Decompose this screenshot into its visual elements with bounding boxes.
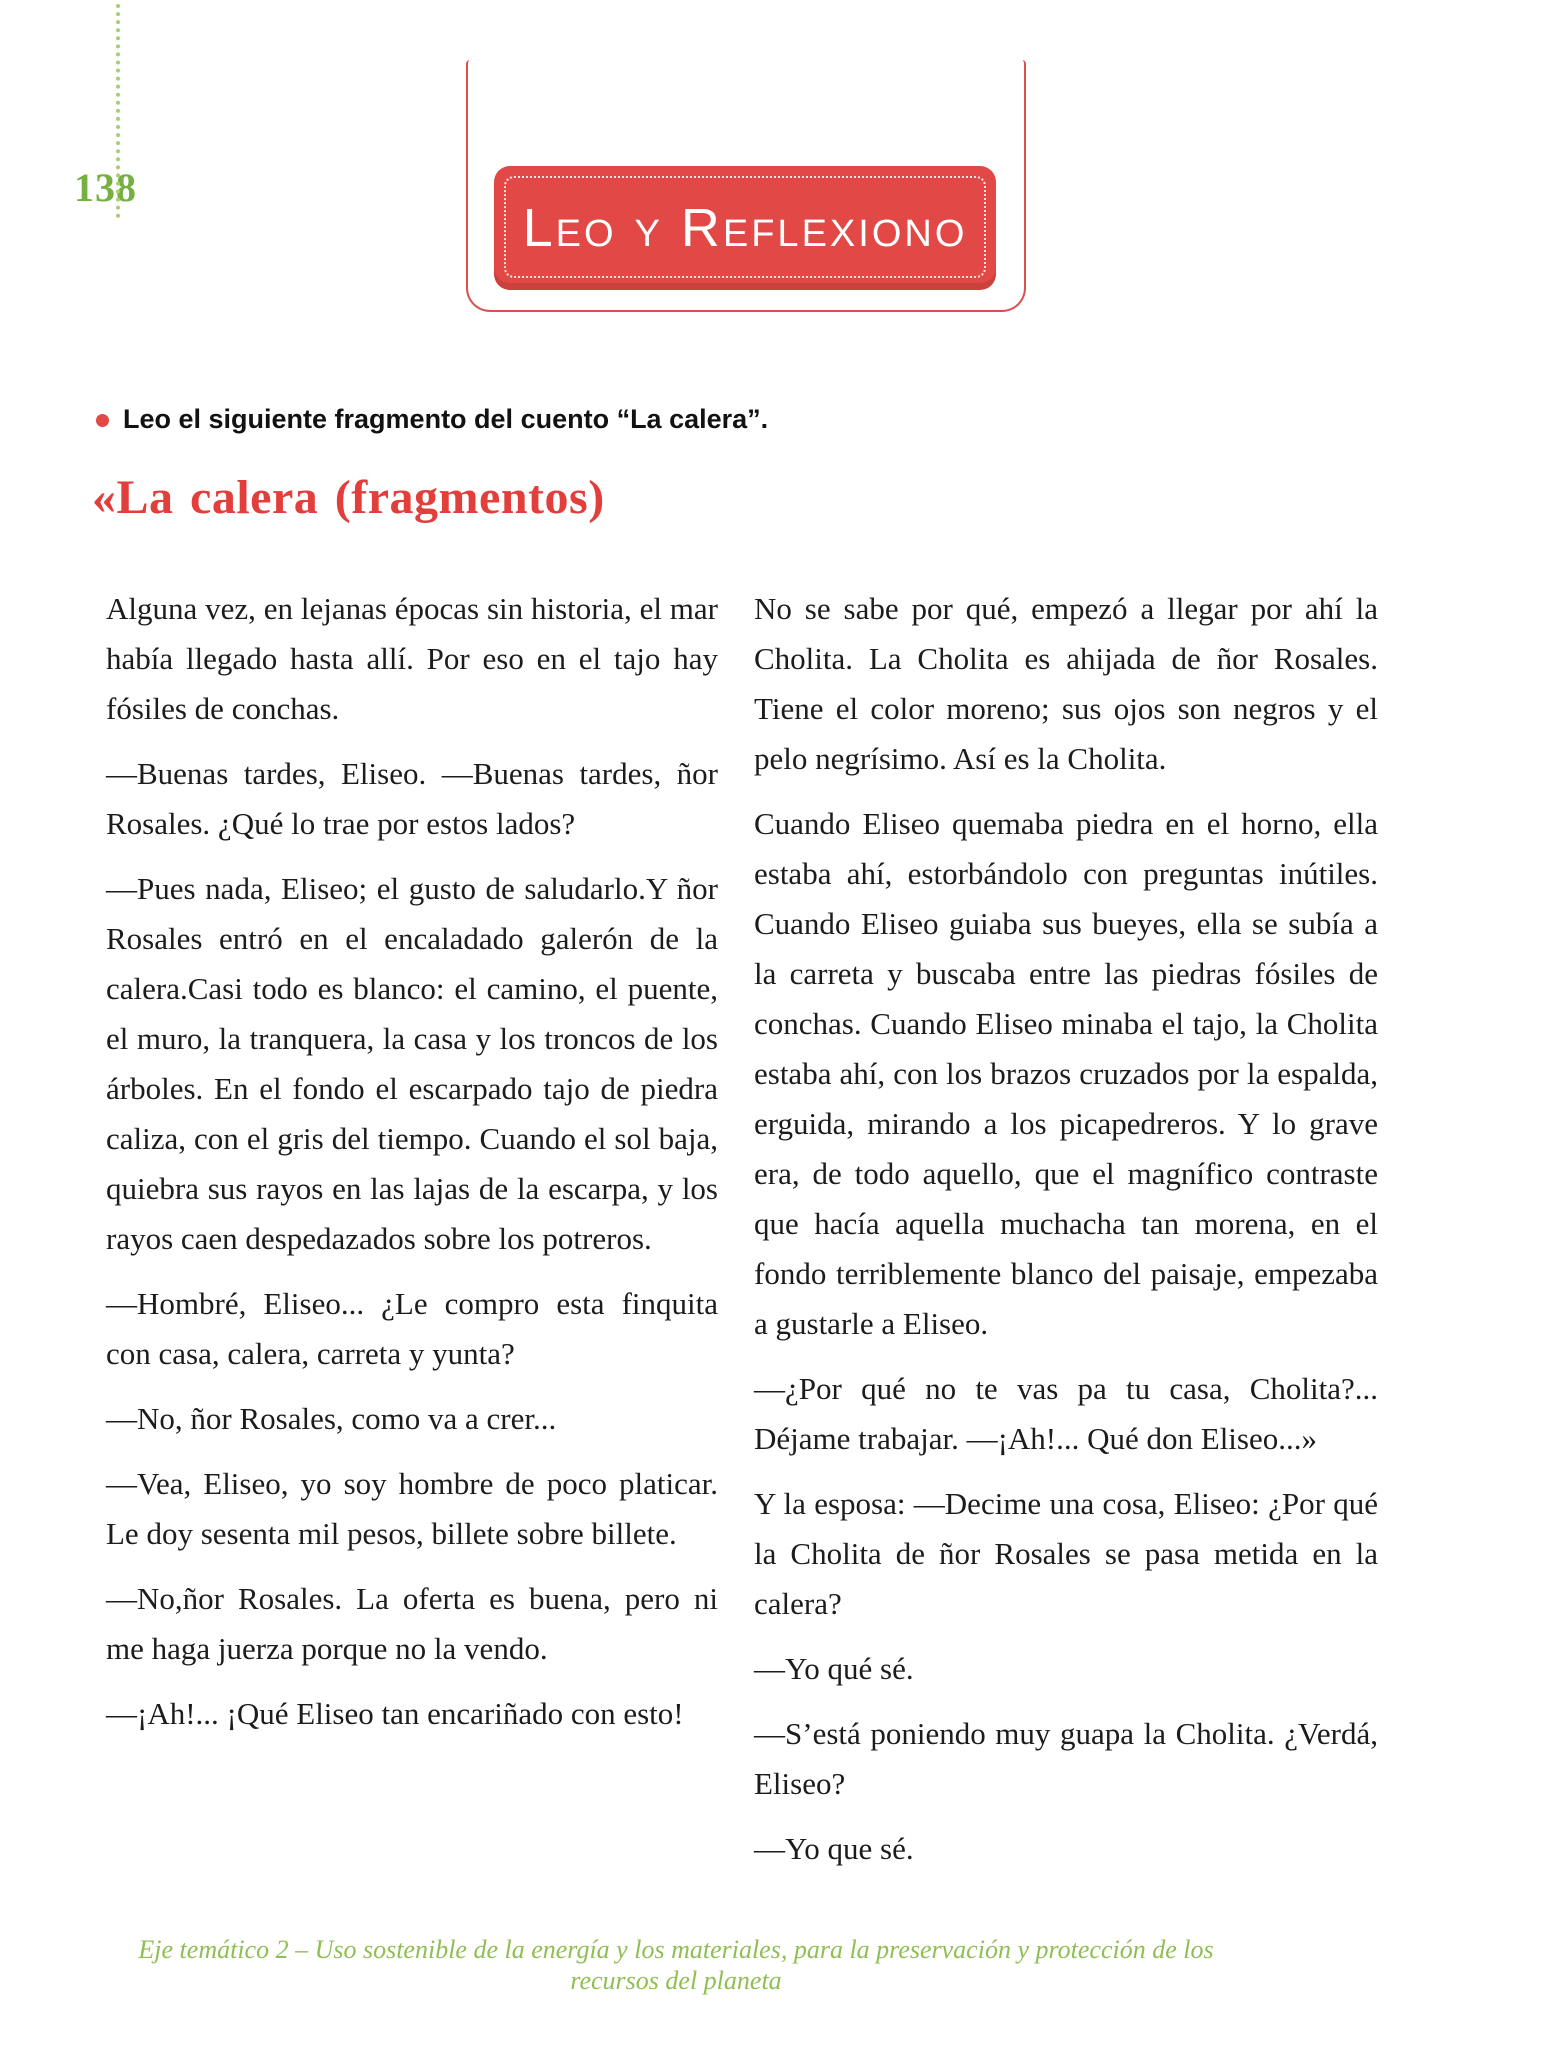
page-number: 138	[74, 165, 137, 210]
paragraph: Y la esposa: —Decime una cosa, Eliseo: ¿Por qué la Cholita de ñor Rosales se pasa metida en la calera?	[754, 1486, 1378, 1621]
paragraph: —¿Por qué no te vas pa tu casa, Cholita?... Déjame trabajar. —¡Ah!... Qué don Eliseo...»	[754, 1371, 1378, 1456]
footer-theme-line: Eje temático 2 – Uso sostenible de la energía y los materiales, para la preservación y protección de los recursos del planeta	[138, 1935, 1214, 1996]
paragraph: —No,ñor Rosales. La oferta es buena, pero ni me haga juerza porque no la vendo.	[106, 1581, 718, 1666]
paragraph: —Hombré, Eliseo... ¿Le compro esta finquita con casa, calera, carreta y yunta?	[106, 1286, 718, 1371]
banner-title: Leo y Reflexiono	[522, 198, 968, 258]
paragraph: —Buenas tardes, Eliseo. —Buenas tardes, ñor Rosales. ¿Qué lo trae por estos lados?	[106, 756, 718, 841]
leo-y-reflexiono-banner	[494, 166, 996, 290]
story-title: «La calera (fragmentos)	[92, 471, 605, 524]
paragraph: No se sabe por qué, empezó a llegar por ahí la Cholita. La Cholita es ahijada de ñor Rosales. Tiene el color moreno; sus ojos son negros y el pelo negrísimo. Así es la Cholita.	[754, 591, 1378, 776]
paragraph: —Yo que sé.	[754, 1831, 914, 1866]
instruction-line	[96, 404, 1196, 435]
paragraph: —No, ñor Rosales, como va a crer...	[106, 1401, 557, 1436]
paragraph: Alguna vez, en lejanas épocas sin historia, el mar había llegado hasta allí. Por eso en el tajo hay fósiles de conchas.	[106, 591, 718, 726]
left-column	[106, 584, 718, 1874]
right-column	[754, 584, 1378, 1874]
story-body	[106, 584, 1378, 1874]
paragraph: —¡Ah!... ¡Qué Eliseo tan encariñado con esto!	[106, 1696, 684, 1731]
paragraph: —Vea, Eliseo, yo soy hombre de poco platicar. Le doy sesenta mil pesos, billete sobre billete.	[106, 1466, 718, 1551]
paragraph: —S’está poniendo muy guapa la Cholita. ¿Verdá, Eliseo?	[754, 1716, 1378, 1801]
paragraph: —Pues nada, Eliseo; el gusto de saludarlo.Y ñor Rosales entró en el encaladado galerón de la calera.Casi todo es blanco: el camino, el puente, el muro, la tranquera, la casa y los troncos de los árboles. En el fondo el escarpado tajo de piedra caliza, con el gris del tiempo. Cuando el sol baja, quiebra sus rayos en las lajas de la escarpa, y los rayos caen despedazados sobre los potreros.	[106, 871, 718, 1256]
paragraph: —Yo qué sé.	[754, 1651, 914, 1686]
instruction-text: Leo el siguiente fragmento del cuento “La calera”.	[123, 404, 769, 434]
bullet-icon	[96, 414, 109, 427]
paragraph: Cuando Eliseo quemaba piedra en el horno, ella estaba ahí, estorbándolo con preguntas inútiles. Cuando Eliseo guiaba sus bueyes, ella se subía a la carreta y buscaba entre las piedras fósiles de conchas. Cuando Eliseo minaba el tajo, la Cholita estaba ahí, con los brazos cruzados por la espalda, erguida, mirando a los picapedreros. Y lo grave era, de todo aquello, que el magnífico contraste que hacía aquella muchacha tan morena, en el fondo terriblemente blanco del paisaje, empezaba a gustarle a Eliseo.	[754, 806, 1378, 1341]
green-dotted-rule	[116, 4, 120, 218]
